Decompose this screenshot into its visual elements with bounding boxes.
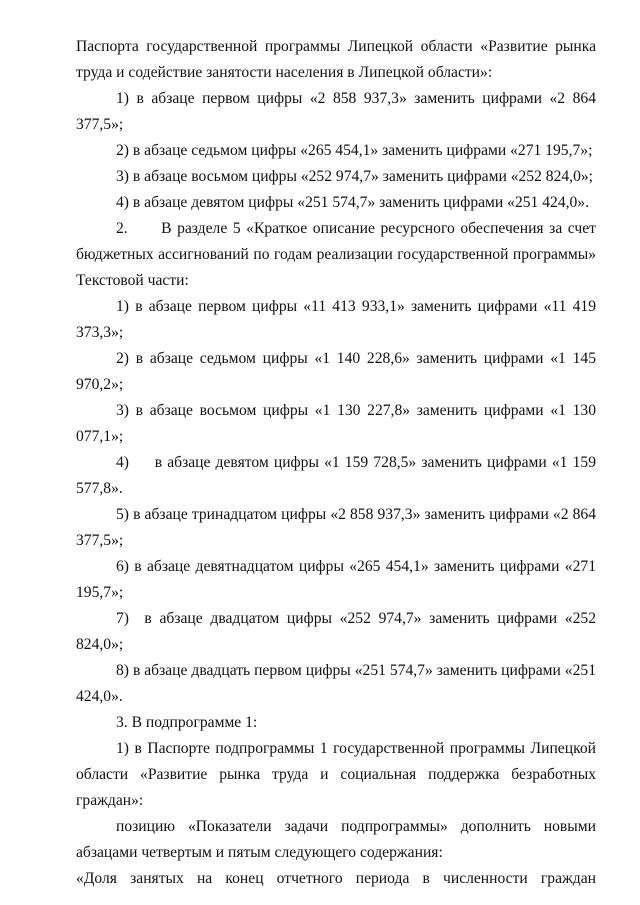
paragraph-quote-start: «Доля занятых на конец отчетного периода в численности граждан bbox=[76, 870, 596, 887]
paragraph-item-3: 3) в абзаце восьмом цифры «252 974,7» заменить цифрами «252 824,0»; bbox=[116, 168, 594, 185]
paragraph-item-1: 1) в абзаце первом цифры «2 858 937,3» заменить цифрами «2 864 377,5»; bbox=[76, 90, 596, 133]
paragraph-section2-item-7: 7) в абзаце двадцатом цифры «252 974,7» заменить цифрами «252 824,0»; bbox=[76, 610, 596, 653]
paragraph-section-3: 3. В подпрограмме 1: bbox=[116, 714, 258, 731]
paragraph-section2-item-6: 6) в абзаце девятнадцатом цифры «265 454,1» заменить цифрами «271 195,7»; bbox=[76, 558, 596, 601]
paragraph-section2-item-1: 1) в абзаце первом цифры «11 413 933,1» заменить цифрами «11 419 373,3»; bbox=[76, 298, 596, 341]
paragraph-section2-item-5: 5) в абзаце тринадцатом цифры «2 858 937,3» заменить цифрами «2 864 377,5»; bbox=[76, 506, 596, 549]
paragraph-section-2: 2. В разделе 5 «Краткое описание ресурсного обеспечения за счет бюджетных ассигнований по годам реализации государственной программы» Текстовой части: bbox=[76, 220, 596, 289]
paragraph-item-2: 2) в абзаце седьмом цифры «265 454,1» заменить цифрами «271 195,7»; bbox=[116, 142, 593, 159]
paragraph-section2-item-4: 4) в абзаце девятом цифры «1 159 728,5» заменить цифрами «1 159 577,8». bbox=[76, 454, 596, 497]
paragraph-section2-item-8: 8) в абзаце двадцать первом цифры «251 574,7» заменить цифрами «251 424,0». bbox=[76, 662, 596, 705]
paragraph-position-indicators: позицию «Показатели задачи подпрограммы» дополнить новыми абзацами четвертым и пятым следующего содержания: bbox=[76, 818, 596, 861]
paragraph-subprogram-passport: 1) в Паспорте подпрограммы 1 государственной программы Липецкой области «Развитие рынка труда и социальная поддержка безработных граждан»: bbox=[76, 740, 596, 809]
paragraph-item-4: 4) в абзаце девятом цифры «251 574,7» заменить цифрами «251 424,0». bbox=[116, 194, 590, 211]
paragraph-section2-item-3: 3) в абзаце восьмом цифры «1 130 227,8» заменить цифрами «1 130 077,1»; bbox=[76, 402, 596, 445]
paragraph-section2-item-2: 2) в абзаце седьмом цифры «1 140 228,6» заменить цифрами «1 145 970,2»; bbox=[76, 350, 596, 393]
document-body bbox=[76, 34, 596, 892]
paragraph-passport-title: Паспорта государственной программы Липецкой области «Развитие рынка труда и содействие занятости населения в Липецкой области»: bbox=[76, 38, 596, 81]
